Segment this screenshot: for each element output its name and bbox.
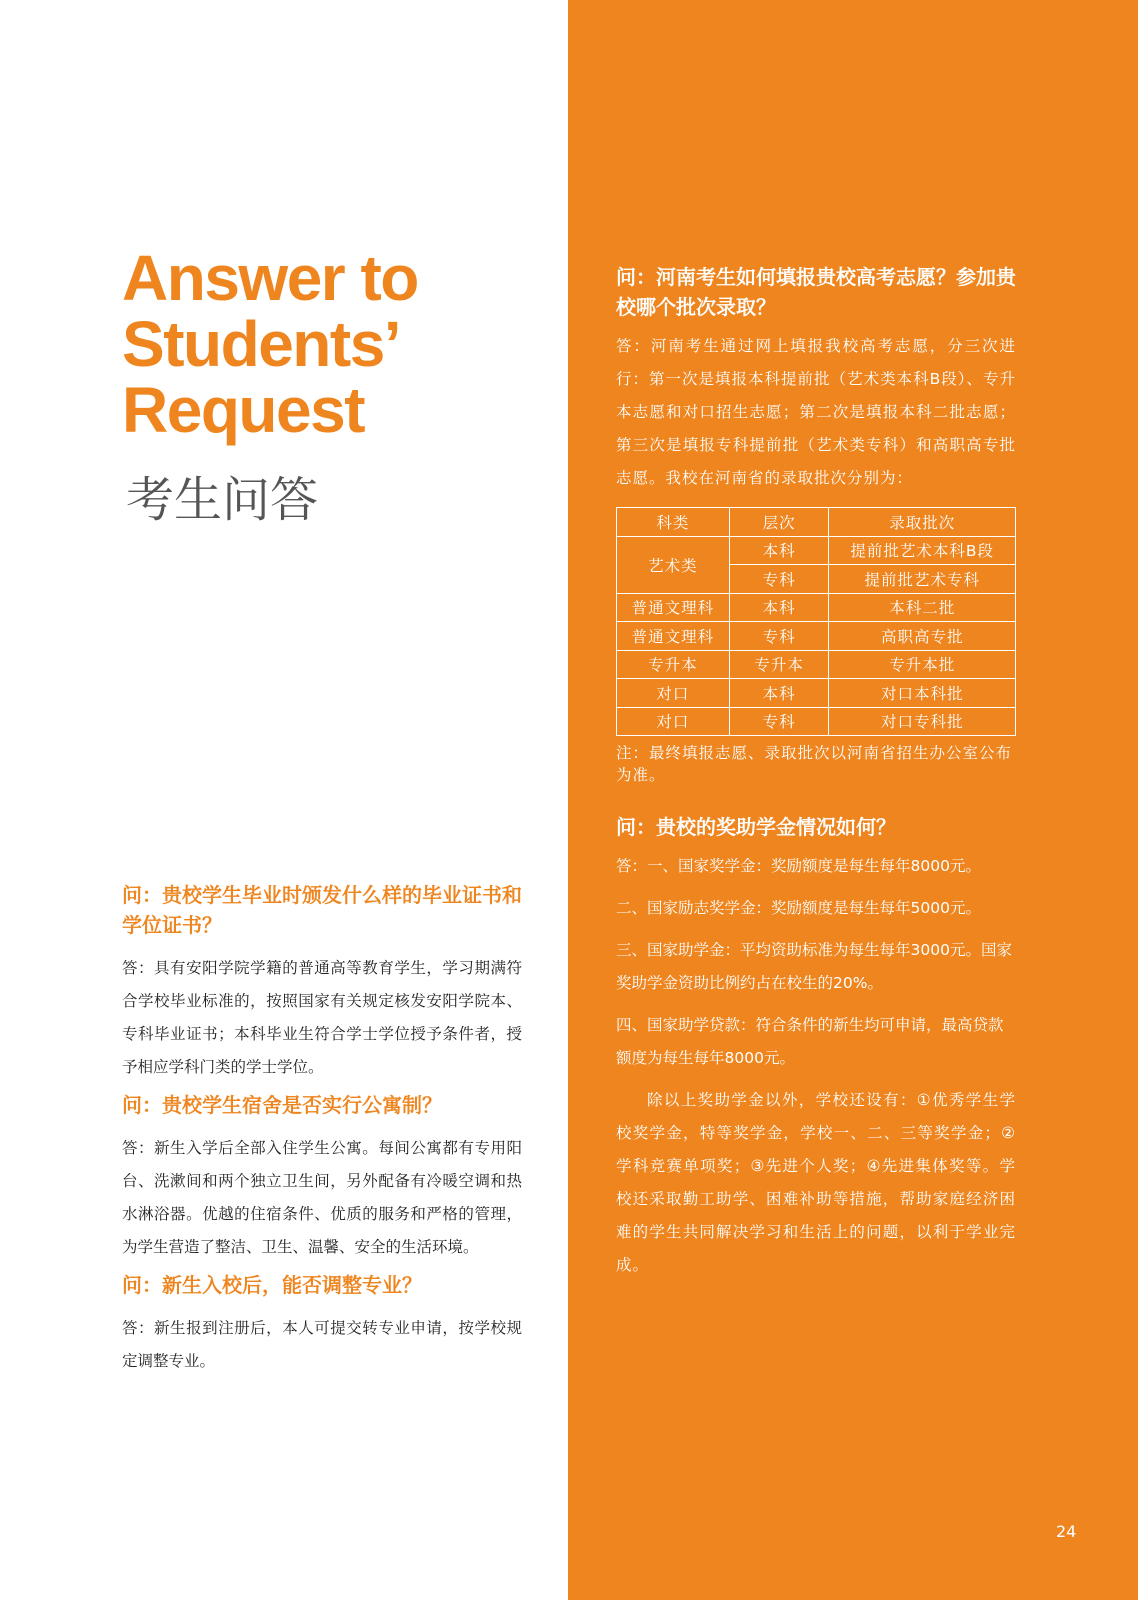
- table-row: [617, 650, 1016, 679]
- answer-dormitory: 答：新生入学后全部入住学生公寓。每间公寓都有专用阳台、洗漱间和两个独立卫生间，另外配备有冷暖空调和热水淋浴器。优越的住宿条件、优质的服务和严格的管理，为学生营造了整洁、卫生、温馨、安全的生活环境。: [122, 1139, 522, 1256]
- cell-level: 专科: [729, 707, 829, 736]
- cell-category: 对口: [617, 707, 730, 736]
- question-dormitory: 问：贵校学生宿舍是否实行公寓制？: [122, 1093, 442, 1117]
- question-diploma: 问：贵校学生毕业时颁发什么样的毕业证书和学位证书？: [122, 883, 522, 937]
- cell-category: 普通文理科: [617, 622, 730, 651]
- title-chinese: 考生问答: [126, 472, 319, 528]
- scholarship-extra: 除以上奖助学金以外，学校还设有：①优秀学生学校奖学金，特等奖学金，学校一、二、三等奖学金；②学科竞赛单项奖；③先进个人奖；④先进集体奖等。学校还采取勤工助学、困难补助等措施，帮助家庭经济困难的学生共同解决学习和生活上的问题，以利于学业完成。: [616, 1091, 1016, 1274]
- cell-batch: 提前批艺术本科B段: [829, 536, 1016, 565]
- table-row: [617, 536, 1016, 565]
- answer-diploma: 答：具有安阳学院学籍的普通高等教育学生，学习期满符合学校毕业标准的，按照国家有关规定核发安阳学院本、专科毕业证书；本科毕业生符合学士学位授予条件者，授予相应学科门类的学士学位。: [122, 959, 522, 1076]
- cell-batch: 对口专科批: [829, 707, 1016, 736]
- scholarship-item: 答：一、国家奖学金：奖励额度是每生每年8000元。: [616, 857, 981, 875]
- table-header-row: [617, 508, 1016, 537]
- table-row: [617, 593, 1016, 622]
- scholarship-item: 三、国家助学金：平均资助标准为每生每年3000元。国家奖助学金资助比例约占在校生的20%。: [616, 941, 1012, 992]
- page-number: 24: [1056, 1522, 1077, 1541]
- table-row: [617, 679, 1016, 708]
- cell-batch: 专升本批: [829, 650, 1016, 679]
- title-line-3: Request: [122, 374, 364, 446]
- cell-level: 本科: [729, 679, 829, 708]
- question-scholarship: 问：贵校的奖助学金情况如何？: [616, 815, 896, 839]
- cell-batch: 提前批艺术专科: [829, 565, 1016, 594]
- cell-level: 本科: [729, 536, 829, 565]
- cell-batch: 本科二批: [829, 593, 1016, 622]
- header-category: 科类: [617, 508, 730, 537]
- cell-level: 专科: [729, 565, 829, 594]
- answer-change-major: 答：新生报到注册后，本人可提交转专业申请，按学校规定调整专业。: [122, 1319, 522, 1370]
- table-row: [617, 707, 1016, 736]
- table-row: [617, 622, 1016, 651]
- scholarship-item: 四、国家助学贷款：符合条件的新生均可申请，最高贷款额度为每生每年8000元。: [616, 1016, 1004, 1067]
- cell-category: 普通文理科: [617, 593, 730, 622]
- scholarship-item: 二、国家励志奖学金：奖励额度是每生每年5000元。: [616, 899, 981, 917]
- question-application: 问：河南考生如何填报贵校高考志愿？参加贵校哪个批次录取？: [616, 265, 1016, 319]
- header-batch: 录取批次: [829, 508, 1016, 537]
- table-note: 注：最终填报志愿、录取批次以河南省招生办公室公布为准。: [616, 744, 1013, 784]
- question-change-major: 问：新生入校后，能否调整专业？: [122, 1273, 422, 1297]
- cell-level: 专升本: [729, 650, 829, 679]
- cell-batch: 对口本科批: [829, 679, 1016, 708]
- right-qa-section: [616, 262, 1016, 1282]
- admission-batch-table: [616, 507, 1016, 736]
- cell-category: 艺术类: [617, 536, 730, 593]
- left-qa-section: [122, 880, 522, 1384]
- cell-batch: 高职高专批: [829, 622, 1016, 651]
- cell-level: 专科: [729, 622, 829, 651]
- cell-category: 专升本: [617, 650, 730, 679]
- answer-application: 答：河南考生通过网上填报我校高考志愿，分三次进行：第一次是填报本科提前批（艺术类本科B段）、专升本志愿和对口招生志愿；第二次是填报本科二批志愿；第三次是填报专科提前批（艺术类专科）和高职高专批志愿。我校在河南省的录取批次分别为：: [616, 337, 1016, 487]
- title-line-1: Answer to: [122, 242, 418, 314]
- cell-level: 本科: [729, 593, 829, 622]
- title-line-2: Students’: [122, 308, 401, 380]
- cell-category: 对口: [617, 679, 730, 708]
- title-english: [122, 242, 552, 446]
- header-level: 层次: [729, 508, 829, 537]
